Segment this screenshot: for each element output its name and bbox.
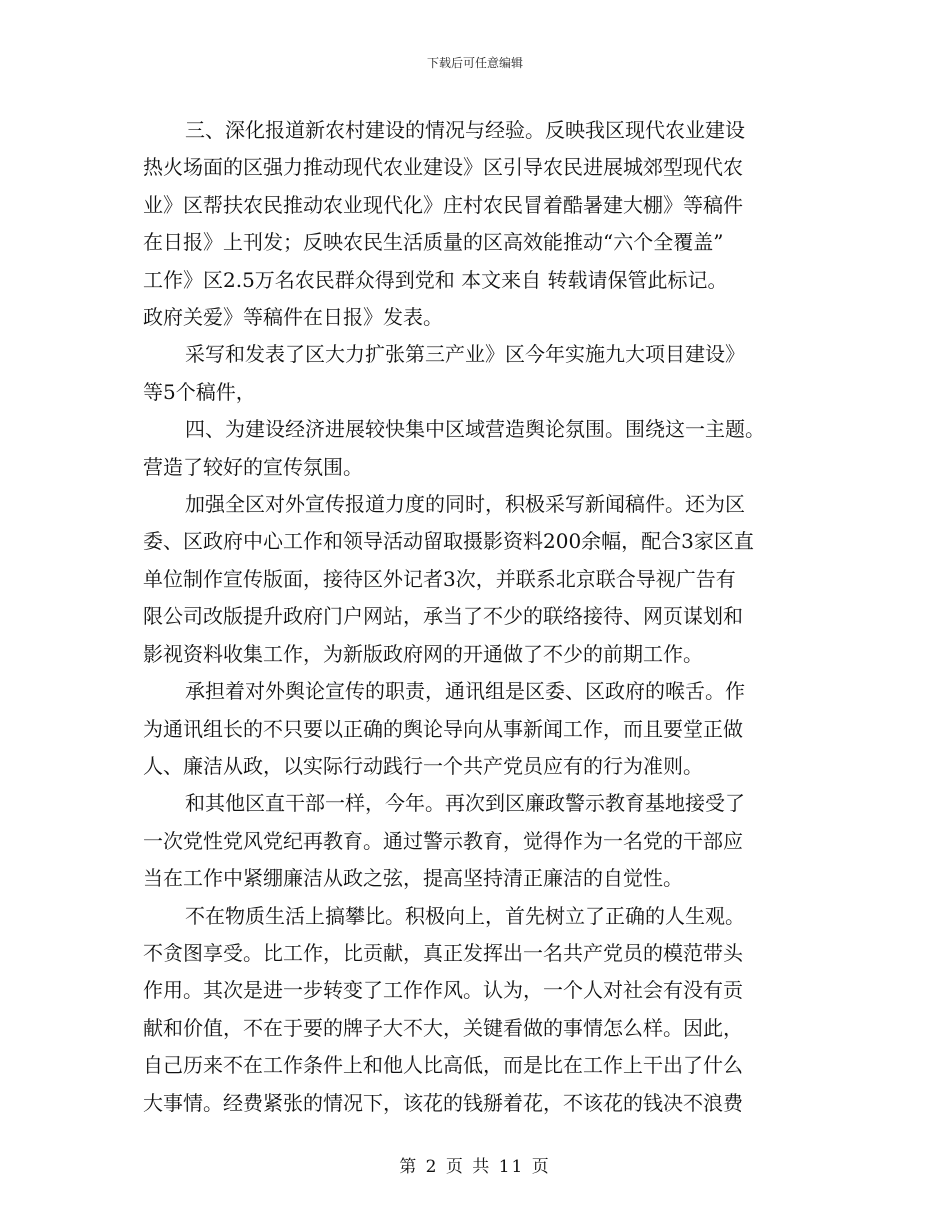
text-line: 自己历来不在工作条件上和他人比高低，而是比在工作上干出了什么 [143,1053,743,1078]
paragraph [143,785,823,897]
text-line: 工作》区2.5万名农民群众得到党和 本文来自 转载请保管此标记。 [143,267,728,292]
text-line: 大事情。经费紧张的情况下，该花的钱掰着花，不该花的钱决不浪费 [143,1090,743,1115]
text-line: 人、廉洁从政，以实际行动践行一个共产党员应有的行为准则。 [143,753,703,778]
text-line: 等5个稿件， [143,379,256,404]
text-line: 业》区帮扶农民推动农业现代化》庄村农民冒着酷暑建大棚》等稿件 [143,192,743,217]
text-line: 采写和发表了区大力扩张第三产业》区今年实施九大项目建设》 [185,342,745,367]
text-line: 承担着对外舆论宣传的职责，通讯组是区委、区政府的喉舌。作 [185,679,745,704]
text-line: 不贪图享受。比工作，比贡献，真正发挥出一名共产党员的模范带头 [143,940,743,965]
document-body [143,112,823,1122]
page-header-note: 下载后可任意编辑 [426,56,523,70]
text-line: 单位制作宣传版面，接待区外记者3次，并联系北京联合导视广告有 [143,566,736,591]
page-number: 第 2 页 共 11 页 [399,1157,551,1177]
text-line: 不在物质生活上搞攀比。积极向上，首先树立了正确的人生观。 [185,903,745,928]
text-line: 献和价值，不在于要的牌子大不大，关键看做的事情怎么样。因此， [143,1015,743,1040]
text-line: 当在工作中紧绷廉洁从政之弦，提高坚持清正廉洁的自觉性。 [143,866,683,891]
paragraph [143,486,823,673]
text-line: 和其他区直干部一样，今年。再次到区廉政警示教育基地接受了 [185,791,745,816]
text-line: 营造了较好的宣传氛围。 [143,454,363,479]
text-line: 影视资料收集工作，为新版政府网的开通做了不少的前期工作。 [143,641,703,666]
paragraph [143,336,823,411]
paragraph [143,898,823,1122]
text-line: 作用。其次是进一步转变了工作作风。认为，一个人对社会有没有贡 [143,978,743,1003]
paragraph [143,112,823,336]
text-line: 一次党性党风党纪再教育。通过警示教育，觉得作为一名党的干部应 [143,828,743,853]
text-line: 加强全区对外宣传报道力度的同时，积极采写新闻稿件。还为区 [185,492,745,517]
text-line: 热火场面的区强力推动现代农业建设》区引导农民进展城郊型现代农 [143,155,743,180]
text-line: 四、为建设经济进展较快集中区域营造舆论氛围。围绕这一主题。 [185,417,765,442]
text-line: 三、深化报道新农村建设的情况与经验。反映我区现代农业建设 [185,118,745,142]
text-line: 政府关爱》等稿件在日报》发表。 [143,305,443,330]
paragraph [143,673,823,785]
text-line: 在日报》上刊发；反映农民生活质量的区高效能推动“六个全覆盖” [143,230,724,255]
text-line: 为通讯组长的不只要以正确的舆论导向从事新闻工作，而且要堂正做 [143,716,743,741]
text-line: 委、区政府中心工作和领导活动留取摄影资料200余幅，配合3家区直 [143,529,754,554]
paragraph [143,411,823,486]
text-line: 限公司改版提升政府门户网站，承当了不少的联络接待、网页谋划和 [143,604,743,629]
